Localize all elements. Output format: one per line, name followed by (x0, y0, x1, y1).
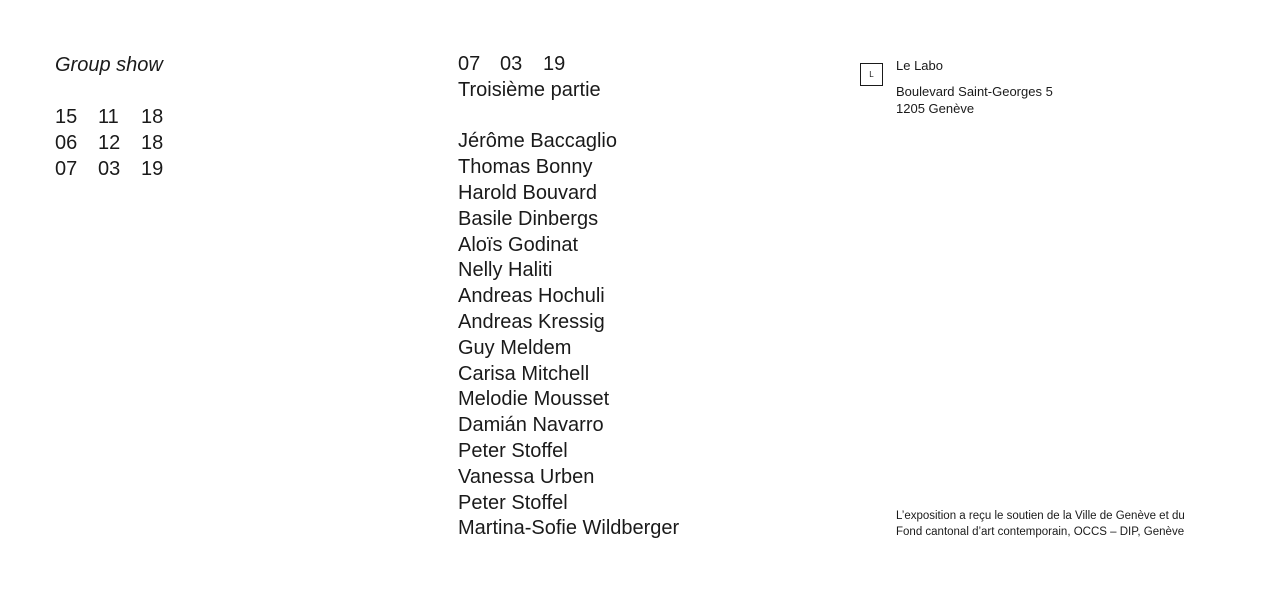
venue-info (896, 57, 1053, 117)
date-year: 18 (141, 132, 164, 154)
date-year: 19 (141, 158, 164, 180)
date-day: 07 (55, 158, 78, 180)
artist-name: Peter Stoffel (458, 491, 568, 514)
artist-list (458, 129, 679, 542)
date-month: 11 (98, 106, 119, 128)
date-year: 18 (141, 106, 164, 128)
support-note-line1: L’exposition a reçu le soutien de la Ville de Genève et du (896, 510, 1185, 522)
venue-name: Le Labo (896, 58, 943, 73)
artist-name: Martina-Sofie Wildberger (458, 517, 680, 540)
group-show-title: Group show (55, 54, 163, 76)
date-month: 12 (98, 132, 121, 154)
date-month: 03 (500, 53, 523, 75)
group-show-section (55, 52, 171, 182)
venue-address-line2: 1205 Genève (896, 101, 975, 116)
date-month: 03 (98, 158, 121, 180)
support-note-line2: Fond cantonal d’art contemporain, OCCS – DIP, Genève (896, 525, 1185, 538)
artist-name: Vanessa Urben (458, 465, 595, 488)
part-three-section (458, 52, 679, 542)
le-labo-logo: L (860, 63, 883, 86)
date-day: 07 (458, 53, 481, 75)
venue-address-line1: Boulevard Saint-Georges 5 (896, 84, 1053, 99)
date-row (55, 130, 171, 156)
artist-name: Thomas Bonny (458, 156, 593, 179)
artist-name: Guy Meldem (458, 336, 572, 359)
artist-name: Damián Navarro (458, 414, 604, 437)
date-day: 06 (55, 132, 78, 154)
artist-name: Harold Bouvard (458, 181, 597, 204)
artist-name: Nelly Haliti (458, 259, 553, 282)
date-row (55, 156, 171, 182)
artist-name: Carisa Mitchell (458, 362, 590, 385)
artist-name: Andreas Kressig (458, 310, 605, 333)
artist-name: Basile Dinbergs (458, 207, 599, 230)
date-row (55, 104, 171, 130)
date-day: 15 (55, 106, 78, 128)
artist-name: Aloïs Godinat (458, 233, 579, 256)
support-note (896, 509, 1185, 540)
artist-name: Andreas Hochuli (458, 285, 605, 308)
artist-name: Jérôme Baccaglio (458, 130, 617, 153)
part-date (458, 52, 679, 78)
artist-name: Peter Stoffel (458, 439, 568, 462)
artist-name: Melodie Mousset (458, 388, 610, 411)
part-title: Troisième partie (458, 78, 601, 101)
date-year: 19 (543, 53, 566, 75)
